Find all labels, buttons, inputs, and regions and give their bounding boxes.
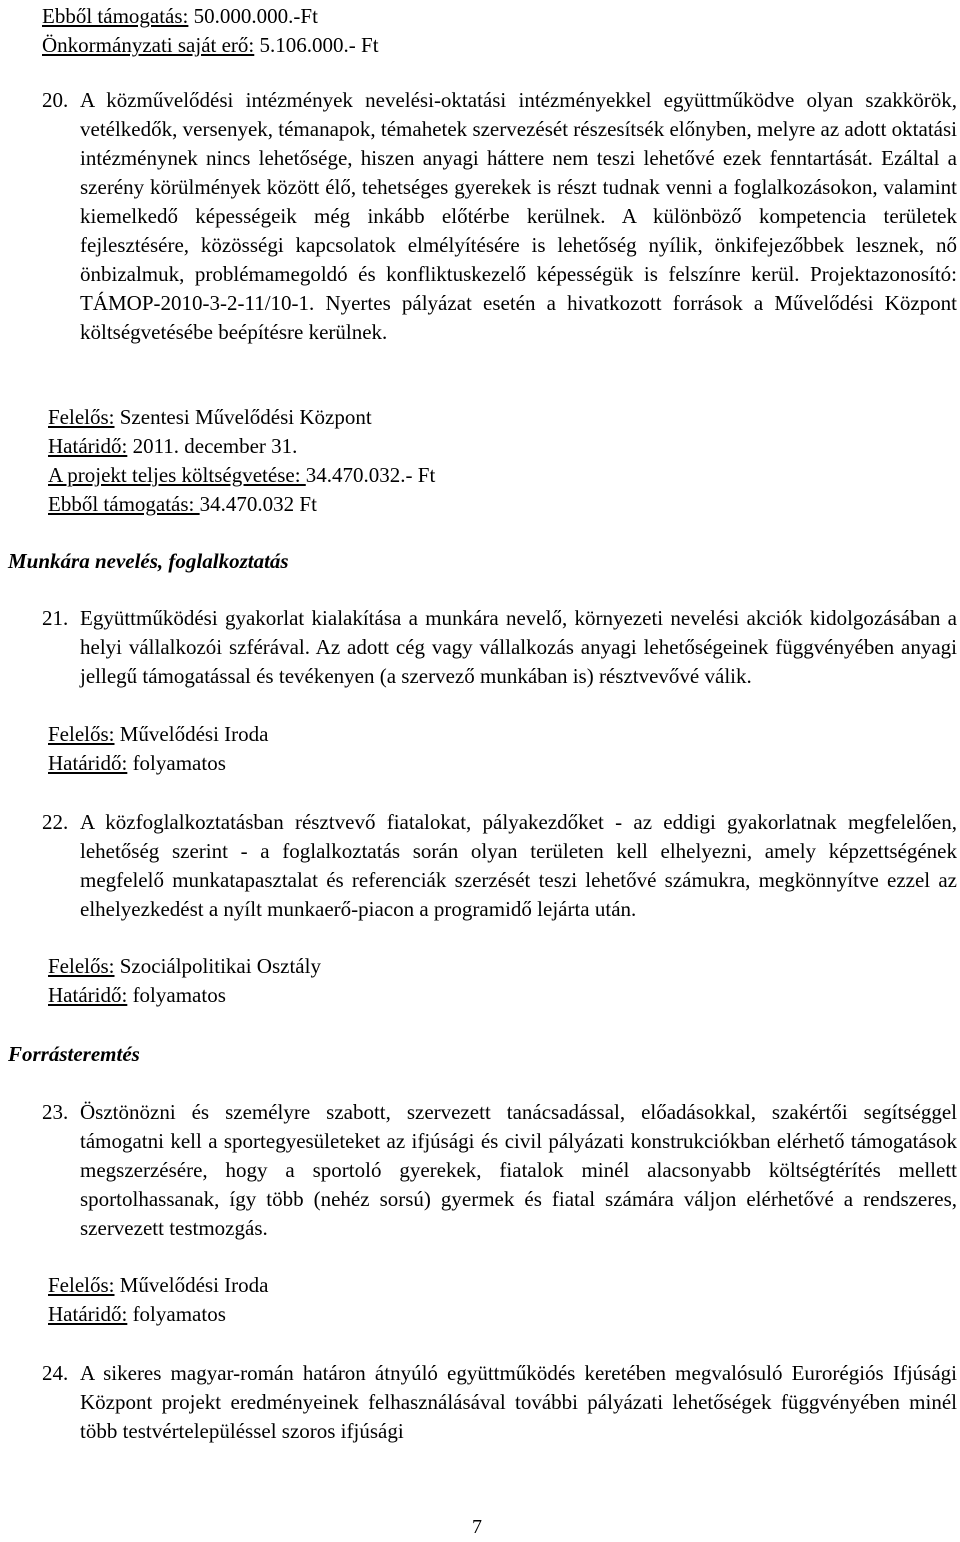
support-line [48,490,435,519]
header-support-line [42,2,318,31]
deadline-label: Határidő: [48,434,128,458]
item-number: 24. [42,1361,69,1385]
responsible-value: Művelődési Iroda [114,722,269,746]
header-own-line [42,31,379,60]
deadline-line [48,749,268,778]
support-label: Ebből támogatás: [48,492,200,516]
item-text: A közművelődési intézmények nevelési-oktatási intézményekkel együttműködve olyan szakkörök, vetélkedők, versenyek, témanapok, témahetek szervezését részesítsék előnyben, melyre az adott oktatási intézménynek nincs lehetősége, hiszen anyagi háttere nem teszi lehetővé ezek fenntartását. Ezáltal a szerény körülmények között élő, tehetséges gyerekek is részt tudnak venni a foglalkozásokon, valamint kiemelkedő képességeik még inkább előtérbe kerülnek. A különböző kompetencia területek fejlesztésére, közösségi kapcsolatok elmélyítésére is lehetőség nyílik, önkifejezőbbek lesznek, nő önbizalmuk, problémamegoldó és konfliktuskezelő képességük is felszínre kerül. Projektazonosító: TÁMOP-2010-3-2-11/10-1. Nyertes pályázat esetén a hivatkozott források a Művelődési Központ költségvetésébe beépítésre kerülnek. [80,88,957,344]
responsible-label: Felelős: [48,1273,115,1297]
responsible-value: Szociálpolitikai Osztály [114,954,321,978]
item-text: A közfoglalkoztatásban résztvevő fiatalokat, pályakezdőket - az eddigi gyakorlatnak megfelelően, lehetőség szerint - a foglalkoztatás során olyan területen kell elhelyezni, amely képzettségének megfelelő munkatapasztalat és referenciák szerzését teszi lehetővé számukra, megkönnyítve ezzel az elhelyezkedést a nyílt munkaerő-piacon a programidő lejárta után. [80,810,957,921]
support-value: 34.470.032 Ft [199,492,317,516]
budget-line [48,461,435,490]
deadline-line [48,1300,268,1329]
responsible-value: Szentesi Művelődési Központ [114,405,372,429]
responsible-label: Felelős: [48,722,115,746]
list-item-22 [42,808,957,924]
item-text: Ösztönözni és személyre szabott, szervezett tanácsadással, előadásokkal, szakértői segítséggel támogatni kell a sportegyesületeket az ifjúsági és civil pályázati konstrukciókban elérhető támogatások megszerzésére, hogy a sportoló gyerekek, fiatalok minél alacsonyabb költségtérítés mellett sportolhassanak, így több (nehéz sorsú) gyermek és fiatal számára váljon elérhetővé a rendszeres, szervezett testmozgás. [80,1100,957,1240]
deadline-label: Határidő: [48,1302,128,1326]
deadline-label: Határidő: [48,751,128,775]
responsible-label: Felelős: [48,405,115,429]
item-number: 21. [42,606,69,630]
header-support-value: 50.000.000.-Ft [188,4,318,28]
item-23-meta [48,1271,268,1329]
responsible-line [48,1271,268,1300]
item-text: A sikeres magyar-román határon átnyúló együttműködés keretében megvalósuló Eurorégiós Ifjúsági Központ projekt eredményeinek felhasználásával további pályázati lehetőségek függvényében minél több testvértelepüléssel szoros ifjúsági [80,1361,957,1443]
responsible-value: Művelődési Iroda [114,1273,269,1297]
item-number: 20. [42,88,69,112]
deadline-value: 2011. december 31. [127,434,298,458]
deadline-line [48,432,435,461]
responsible-label: Felelős: [48,954,115,978]
item-21-meta [48,720,268,778]
list-item-21 [42,604,957,691]
item-20-meta [48,403,435,519]
list-item-23 [42,1098,957,1243]
item-text: Együttműködési gyakorlat kialakítása a munkára nevelő, környezeti nevelési akciók kidolgozásában a helyi vállalkozói szférával. Az adott cég vagy vállalkozás anyagi lehetőségeinek függvényében anyagi jellegű támogatással és tevékenyen (a szervező munkában is) résztvevővé válik. [80,606,957,688]
list-item-20 [42,86,957,347]
deadline-label: Határidő: [48,983,128,1007]
section-heading-work: Munkára nevelés, foglalkoztatás [8,549,289,573]
header-own-label: Önkormányzati saját erő: [42,33,255,57]
deadline-line [48,981,321,1010]
responsible-line [48,952,321,981]
deadline-value: folyamatos [127,1302,226,1326]
item-22-meta [48,952,321,1010]
header-support-label: Ebből támogatás: [42,4,189,28]
item-number: 23. [42,1100,69,1124]
section-heading-funding: Forrásteremtés [8,1042,140,1066]
budget-label: A projekt teljes költségvetése: [48,463,306,487]
budget-value: 34.470.032.- Ft [305,463,436,487]
deadline-value: folyamatos [127,751,226,775]
deadline-value: folyamatos [127,983,226,1007]
responsible-line [48,403,435,432]
responsible-line [48,720,268,749]
list-item-24 [42,1359,957,1446]
item-number: 22. [42,810,69,834]
page-number: 7 [472,1516,482,1538]
header-own-value: 5.106.000.- Ft [254,33,379,57]
